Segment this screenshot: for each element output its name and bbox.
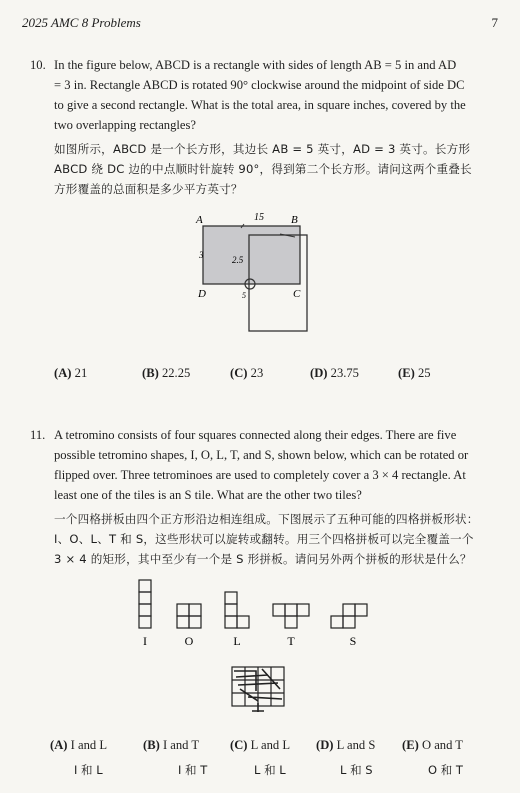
cn-line: ABCD 绕 DC 边的中点顺时针旋转 90°，得到第二个长方形。请问这两个重叠长 [54, 162, 472, 176]
choice-c[interactable]: (C) 23 [230, 366, 264, 380]
handwritten-inner: 2.5 [232, 255, 244, 265]
shape-label-s: S [349, 634, 357, 648]
cn-line: 如图所示，ABCD 是一个长方形，其边长 AB = 5 英寸，AD = 3 英寸。长方形 [54, 142, 471, 156]
page-header [22, 15, 498, 33]
problem-10-choices [54, 366, 494, 384]
tetromino-i [139, 580, 151, 628]
label-c: C [293, 288, 301, 300]
cn-line: 3 × 4 的矩形，其中至少有一个是 S 形拼板。请问另外两个拼板的形状是什么？ [54, 552, 472, 566]
problem-11-choices [50, 738, 490, 756]
choice-a[interactable]: (A) 21 [54, 366, 88, 380]
handwritten-top: 15 [254, 212, 264, 223]
choice-b[interactable]: (B) I and T [143, 738, 200, 752]
page-number: 7 [491, 15, 498, 30]
choice-a-cn: I 和 L [74, 763, 103, 777]
problem-line: A tetromino consists of four squares connected along their edges. There are five [54, 428, 457, 442]
handwritten-left: 3 [199, 250, 204, 260]
problem-text [54, 425, 492, 505]
cn-line: I、O、L、T 和 S，这些形状可以旋转或翻转。用三个四格拼板可以完全覆盖一个 [54, 532, 474, 546]
problem-11-choices-chinese [74, 762, 494, 780]
choice-e-cn: O 和 T [428, 763, 463, 777]
choice-d-cn: L 和 S [340, 763, 373, 777]
problem-number: 10. [30, 58, 46, 72]
grid-3x4 [228, 663, 290, 715]
choice-e[interactable]: (E) O and T [402, 738, 463, 752]
tetromino-l [225, 592, 249, 628]
problem-text-chinese [54, 139, 492, 199]
handwritten-bottom: 5 [242, 291, 246, 300]
problem-10 [32, 55, 492, 199]
problem-line: to give a second rectangle. What is the total area, in square inches, covered by the [54, 98, 466, 112]
contest-title: 2025 AMC 8 Problems [22, 15, 141, 30]
label-b: B [291, 214, 298, 226]
cn-line: 方形覆盖的总面积是多少平方英寸？ [54, 182, 243, 196]
tetromino-s [331, 604, 367, 628]
choice-b-cn: I 和 T [178, 763, 208, 777]
cn-line: 一个四格拼板由四个正方形沿边相连组成。下图展示了五种可能的四格拼板形状： [54, 512, 479, 526]
choice-e[interactable]: (E) 25 [398, 366, 431, 380]
choice-a[interactable]: (A) I and L [50, 738, 108, 752]
choice-c[interactable]: (C) L and L [230, 738, 291, 752]
problem-line: In the figure below, ABCD is a rectangle with sides of length AB = 5 in and AD [54, 58, 457, 72]
problem-line: = 3 in. Rectangle ABCD is rotated 90° clockwise around the midpoint of side DC [54, 78, 465, 92]
choice-b[interactable]: (B) 22.25 [142, 366, 191, 380]
choice-d[interactable]: (D) L and S [316, 738, 376, 752]
choice-c-cn: L 和 L [254, 763, 286, 777]
choice-d[interactable]: (D) 23.75 [310, 366, 359, 380]
shape-label-i: I [143, 634, 147, 648]
problem-text [54, 55, 492, 135]
rectangle-figure [190, 208, 320, 336]
problem-number: 11. [30, 428, 46, 442]
shape-label-o: O [184, 634, 194, 648]
shape-label-t: T [287, 634, 295, 648]
label-a: A [196, 214, 203, 226]
problem-line: flipped over. Three tetrominoes are used to completely cover a 3 × 4 rectangle. At [54, 468, 466, 482]
problem-line: possible tetromino shapes, I, O, L, T, and S, shown below, which can be rotated or [54, 448, 469, 462]
problem-line: least one of the tiles is an S tile. What are the other two tiles? [54, 488, 362, 502]
tetromino-o [177, 604, 201, 628]
tetromino-shapes [125, 578, 385, 648]
label-d: D [198, 288, 206, 300]
problem-text-chinese [54, 509, 492, 569]
problem-11 [32, 425, 492, 569]
tetromino-t [273, 604, 309, 628]
shape-label-l: L [233, 634, 241, 648]
problem-line: two overlapping rectangles? [54, 118, 196, 132]
